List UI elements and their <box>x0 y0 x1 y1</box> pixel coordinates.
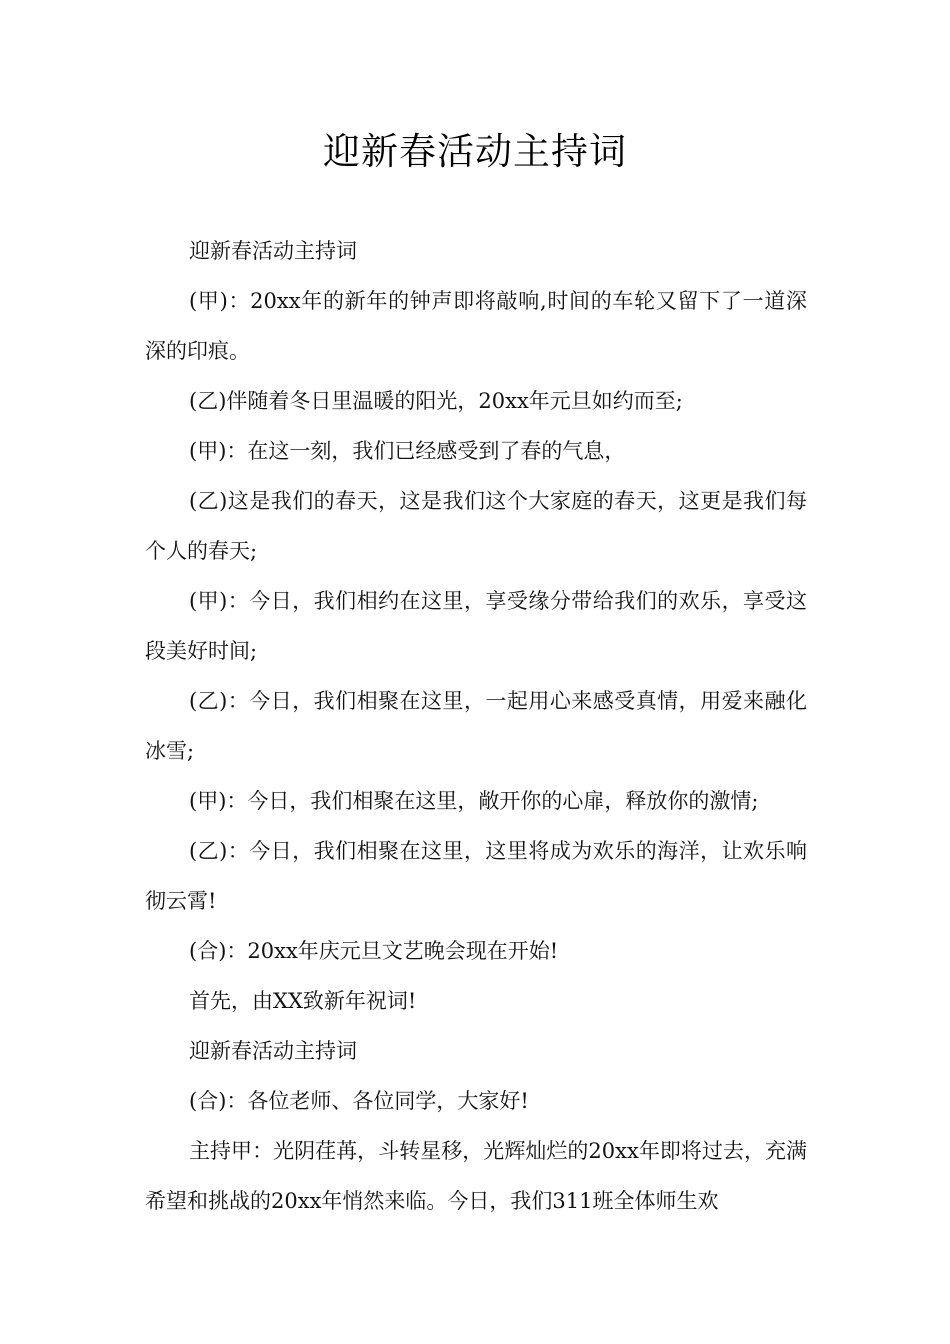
document-title: 迎新春活动主持词 <box>323 130 627 173</box>
paragraph: (合)：各位老师、各位同学，大家好! <box>189 1089 529 1113</box>
document-body <box>145 226 807 1226</box>
paragraph: (甲)：在这一刻，我们已经感受到了春的气息， <box>189 439 626 463</box>
paragraph: (甲)：今日，我们相聚在这里，敞开你的心扉，释放你的激情; <box>189 789 759 813</box>
paragraph: 迎新春活动主持词 <box>189 239 357 263</box>
paragraph: (甲)：20xx年的新年的钟声即将敲响,时间的车轮又留下了一道深深的印痕。 <box>145 289 807 363</box>
paragraph: (合)：20xx年庆元旦文艺晚会现在开始! <box>189 939 559 963</box>
paragraph: (乙)这是我们的春天，这是我们这个大家庭的春天，这更是我们每个人的春天; <box>145 489 807 563</box>
paragraph: (乙)伴随着冬日里温暖的阳光，20xx年元旦如约而至; <box>189 389 683 413</box>
paragraph: 主持甲：光阴荏苒，斗转星移，光辉灿烂的20xx年即将过去，充满希望和挑战的20xx年悄然来临。今日，我们311班全体师生欢 <box>145 1139 807 1213</box>
paragraph: (乙)：今日，我们相聚在这里，一起用心来感受真情，用爱来融化冰雪; <box>145 689 807 763</box>
paragraph: 迎新春活动主持词 <box>189 1039 357 1063</box>
paragraph: 首先，由XX致新年祝词! <box>189 989 417 1013</box>
paragraph: (甲)：今日，我们相约在这里，享受缘分带给我们的欢乐，享受这段美好时间; <box>145 589 807 663</box>
paragraph: (乙)：今日，我们相聚在这里，这里将成为欢乐的海洋，让欢乐响彻云霄! <box>145 839 807 913</box>
